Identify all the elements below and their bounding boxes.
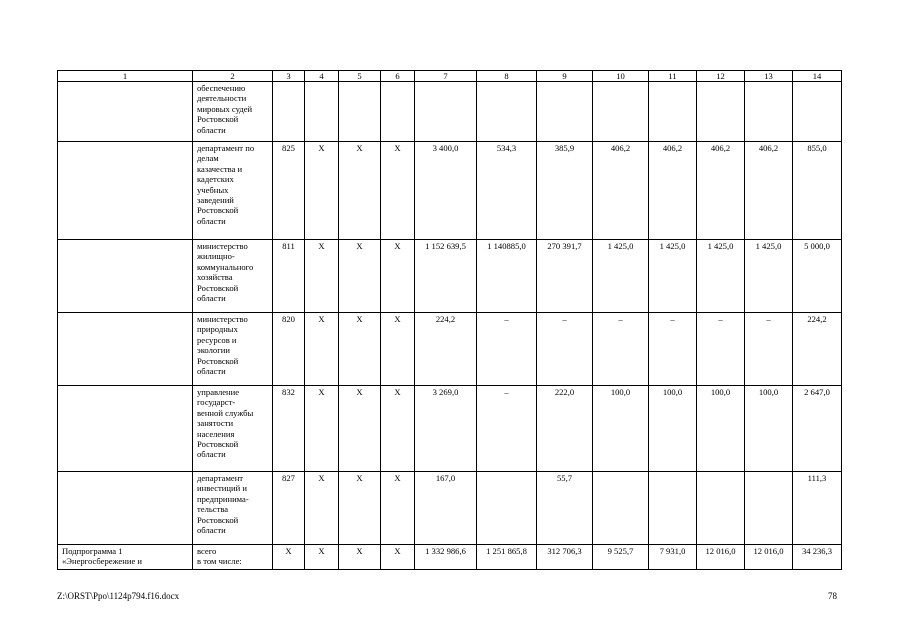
table-cell-col14: 2 647,0	[793, 386, 842, 472]
table-cell-col8: 1 140885,0	[477, 240, 537, 313]
table-cell-col2: департамент по делам казачества и кадетских учебных заведений Ростовской области	[193, 142, 273, 240]
table-cell-col3	[273, 82, 305, 142]
table-cell-col11: 406,2	[649, 142, 697, 240]
table-cell-col13: 12 016,0	[745, 545, 793, 570]
table-cell-col2: министерство жилищно- коммунального хозяйства Ростовской области	[193, 240, 273, 313]
table-row	[58, 82, 842, 142]
table-cell-col12: 100,0	[697, 386, 745, 472]
table-cell-col13: 100,0	[745, 386, 793, 472]
table-cell-col14	[793, 82, 842, 142]
table-cell-col7: 167,0	[415, 472, 477, 545]
table-cell-col1	[58, 142, 193, 240]
table-cell-col8: 1 251 865,8	[477, 545, 537, 570]
table-cell-col5: Х	[339, 142, 381, 240]
table-cell-col11: 7 931,0	[649, 545, 697, 570]
table-cell-col6	[381, 82, 415, 142]
table-cell-col13: 1 425,0	[745, 240, 793, 313]
footer-page-number: 78	[828, 591, 837, 601]
table-row	[58, 313, 842, 386]
header-cell: 7	[415, 71, 477, 82]
table-cell-col7	[415, 82, 477, 142]
table-cell-col13: –	[745, 313, 793, 386]
table-row	[58, 386, 842, 472]
table-cell-col9: 270 391,7	[537, 240, 593, 313]
table-cell-col3: 832	[273, 386, 305, 472]
table-cell-col6: Х	[381, 472, 415, 545]
table-cell-col12: –	[697, 313, 745, 386]
table-cell-col4: Х	[305, 472, 339, 545]
table-row	[58, 240, 842, 313]
table-cell-col14: 111,3	[793, 472, 842, 545]
table-cell-col11	[649, 82, 697, 142]
table-cell-col8: –	[477, 386, 537, 472]
table-cell-col10: –	[593, 313, 649, 386]
table-row	[58, 472, 842, 545]
table-cell-col7: 1 332 986,6	[415, 545, 477, 570]
footer-file-path: Z:\ORST\Ppo\1124p794.f16.docx	[57, 591, 180, 601]
table-cell-col9: 385,9	[537, 142, 593, 240]
header-cell: 14	[793, 71, 842, 82]
table-cell-col11: 1 425,0	[649, 240, 697, 313]
table-cell-col11	[649, 472, 697, 545]
table-cell-col12: 1 425,0	[697, 240, 745, 313]
header-cell: 12	[697, 71, 745, 82]
table-cell-col3: Х	[273, 545, 305, 570]
table-row	[58, 545, 842, 570]
budget-table	[57, 70, 842, 570]
header-cell: 8	[477, 71, 537, 82]
table-cell-col2: всего в том числе:	[193, 545, 273, 570]
table-cell-col14: 34 236,3	[793, 545, 842, 570]
table-cell-col4: Х	[305, 313, 339, 386]
table-cell-col1	[58, 82, 193, 142]
table-cell-col6: Х	[381, 386, 415, 472]
table-cell-col1: Подпрограмма 1 «Энергосбережение и	[58, 545, 193, 570]
table-cell-col10: 406,2	[593, 142, 649, 240]
header-cell: 3	[273, 71, 305, 82]
header-cell: 4	[305, 71, 339, 82]
table-cell-col9: 222,0	[537, 386, 593, 472]
table-cell-col5: Х	[339, 313, 381, 386]
table-cell-col4: Х	[305, 545, 339, 570]
table-cell-col8	[477, 472, 537, 545]
header-cell: 5	[339, 71, 381, 82]
table-cell-col10	[593, 82, 649, 142]
table-cell-col12	[697, 472, 745, 545]
table-cell-col3: 820	[273, 313, 305, 386]
table-cell-col9: 312 706,3	[537, 545, 593, 570]
table-cell-col7: 224,2	[415, 313, 477, 386]
table-cell-col10: 9 525,7	[593, 545, 649, 570]
table-cell-col5	[339, 82, 381, 142]
table-cell-col13	[745, 82, 793, 142]
table-cell-col6: Х	[381, 545, 415, 570]
table-cell-col7: 3 400,0	[415, 142, 477, 240]
table-cell-col3: 827	[273, 472, 305, 545]
table-cell-col2: обеспечению деятельности мировых судей Ростовской области	[193, 82, 273, 142]
header-cell: 9	[537, 71, 593, 82]
table-cell-col11: –	[649, 313, 697, 386]
table-cell-col5: Х	[339, 472, 381, 545]
table-cell-col1	[58, 386, 193, 472]
header-cell: 1	[58, 71, 193, 82]
table-header-row	[58, 71, 842, 82]
table-cell-col4: Х	[305, 142, 339, 240]
table-cell-col10: 1 425,0	[593, 240, 649, 313]
table-cell-col1	[58, 313, 193, 386]
table-cell-col13	[745, 472, 793, 545]
table-cell-col10: 100,0	[593, 386, 649, 472]
table-cell-col5: Х	[339, 240, 381, 313]
table-cell-col6: Х	[381, 142, 415, 240]
table-cell-col2: управление государст- венной службы занятости населения Ростовской области	[193, 386, 273, 472]
table-cell-col1	[58, 472, 193, 545]
header-cell: 6	[381, 71, 415, 82]
table-cell-col7: 1 152 639,5	[415, 240, 477, 313]
table-cell-col7: 3 269,0	[415, 386, 477, 472]
table-cell-col4	[305, 82, 339, 142]
header-cell: 10	[593, 71, 649, 82]
table-row	[58, 142, 842, 240]
header-cell: 11	[649, 71, 697, 82]
table-cell-col10	[593, 472, 649, 545]
table-cell-col8: –	[477, 313, 537, 386]
table-cell-col14: 855,0	[793, 142, 842, 240]
table-cell-col9: –	[537, 313, 593, 386]
table-cell-col6: Х	[381, 240, 415, 313]
table-cell-col8: 534,3	[477, 142, 537, 240]
table-cell-col6: Х	[381, 313, 415, 386]
table-cell-col3: 811	[273, 240, 305, 313]
table-cell-col2: министерство природных ресурсов и экологии Ростовской области	[193, 313, 273, 386]
table-cell-col12: 12 016,0	[697, 545, 745, 570]
table-cell-col8	[477, 82, 537, 142]
table-cell-col12	[697, 82, 745, 142]
table-cell-col5: Х	[339, 386, 381, 472]
header-cell: 13	[745, 71, 793, 82]
table-cell-col4: Х	[305, 386, 339, 472]
table-cell-col14: 224,2	[793, 313, 842, 386]
table-cell-col1	[58, 240, 193, 313]
table-cell-col11: 100,0	[649, 386, 697, 472]
table-cell-col2: департамент инвестиций и предпринима- тельства Ростовской области	[193, 472, 273, 545]
table-cell-col3: 825	[273, 142, 305, 240]
table-cell-col9	[537, 82, 593, 142]
table-cell-col5: Х	[339, 545, 381, 570]
table-cell-col13: 406,2	[745, 142, 793, 240]
table-cell-col9: 55,7	[537, 472, 593, 545]
header-cell: 2	[193, 71, 273, 82]
table-cell-col12: 406,2	[697, 142, 745, 240]
table-cell-col14: 5 000,0	[793, 240, 842, 313]
table-cell-col4: Х	[305, 240, 339, 313]
